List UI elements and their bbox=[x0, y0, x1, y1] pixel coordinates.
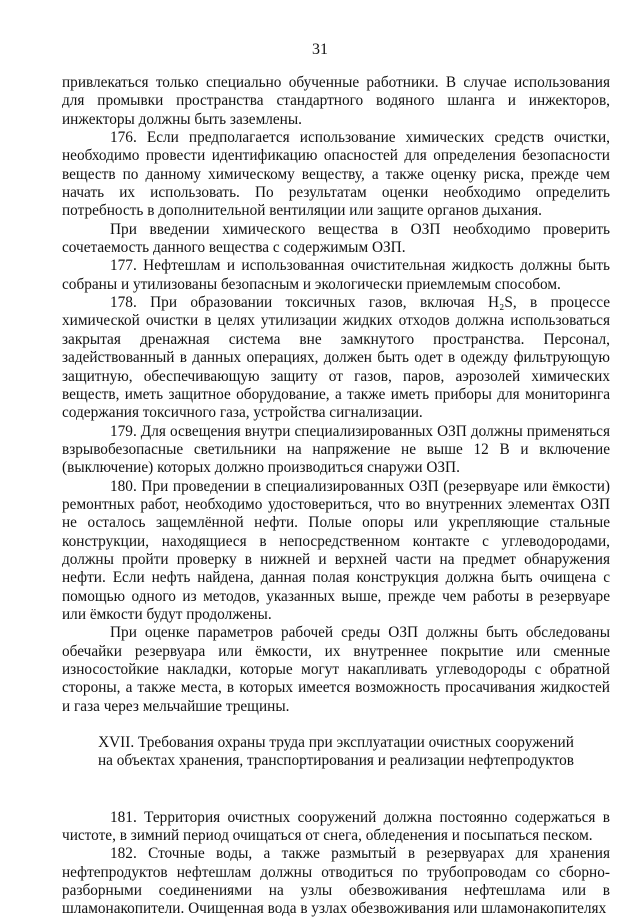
section-heading-line-2: на объектах хранения, транспортирования и реализации нефтепродуктов bbox=[97, 752, 574, 770]
section-heading bbox=[62, 734, 610, 771]
paragraph-182: 182. Сточные воды, а также размытый в резервуарах для хранения нефтепродуктов нефтешлам должны отводиться по трубопроводам со сборно-разборными соединениями на узлы обезвоживания нефтешлама или в шламонакопители. Очищенная вода в узлах обезвоживания или шламонакопителях bbox=[62, 845, 610, 918]
section-heading-line-1: XVII. Требования охраны труда при эксплуатации очистных сооружений bbox=[98, 734, 574, 752]
page-number: 31 bbox=[312, 41, 328, 58]
paragraph-178: 178. При образовании токсичных газов, включая H₂S, в процессе химической очистки в целях утилизации жидких отходов должна использоваться закрытая дренажная система вне замкнутого пространства. Персонал, задействованный в данных операциях, должен быть одет в одежду фильтрующую защитную, обеспечивающую защиту от газов, паров, аэрозолей химических веществ, иметь защитное оборудование, а также иметь приборы для мониторинга содержания токсичного газа, устройства сигнализации. bbox=[62, 294, 610, 422]
paragraph-177: 177. Нефтешлам и использованная очистительная жидкость должны быть собраны и утилизованы безопасным и экологически приемлемым способом. bbox=[62, 257, 610, 293]
paragraph-181: 181. Территория очистных сооружений должна постоянно содержаться в чистоте, в зимний период очищаться от снега, обледенения и посыпаться песком. bbox=[62, 808, 610, 845]
paragraph-176: 176. Если предполагается использование химических средств очистки, необходимо провести идентификацию опасностей для определения безопасности веществ по данному химическому веществу, а также оценку риска, прежде чем начать их использовать. По результатам оценки необходимо определить потребность в дополнительной вентиляции или защите органов дыхания. bbox=[62, 129, 610, 220]
paragraph-176-addendum: При введении химического вещества в ОЗП необходимо проверить сочетаемость данного вещества с содержимым ОЗП. bbox=[62, 220, 610, 257]
document-body bbox=[62, 74, 610, 919]
paragraph-180-addendum: При оценке параметров рабочей среды ОЗП должны быть обследованы обечайки резервуара или ёмкости, их внутреннее покрытие или сменные износостойкие накладки, которые могут накапливать углеводороды с обратной стороны, а также места, в которых имеется возможность просачивания жидкостей и газа через мельчайшие трещины. bbox=[62, 624, 610, 715]
paragraph-179: 179. Для освещения внутри специализированных ОЗП должны применяться взрывобезопасные светильники на напряжение не выше 12 В и включение (выключение) которых должно производиться снаружи ОЗП. bbox=[62, 422, 610, 477]
paragraph-continuation: привлекаться только специально обученные работники. В случае использования для промывки пространства стандартного водяного шланга и инжекторов, инжекторы должны быть заземлены. bbox=[62, 74, 610, 128]
paragraph-180: 180. При проведении в специализированных ОЗП (резервуаре или ёмкости) ремонтных работ, необходимо удостовериться, что во внутренних элементах ОЗП не осталось защемлённой нефти. Полые опоры или укрепляющие стальные конструкции, находящиеся в непосредственном контакте с углеводородами, должны пройти проверку в нижней и верхней части на предмет обнаружения нефти. Если нефть найдена, данная полая конструкция должна быть очищена с помощью одного из методов, указанных выше, прежде чем работы в резервуаре или ёмкости будут продолжены. bbox=[62, 477, 610, 623]
